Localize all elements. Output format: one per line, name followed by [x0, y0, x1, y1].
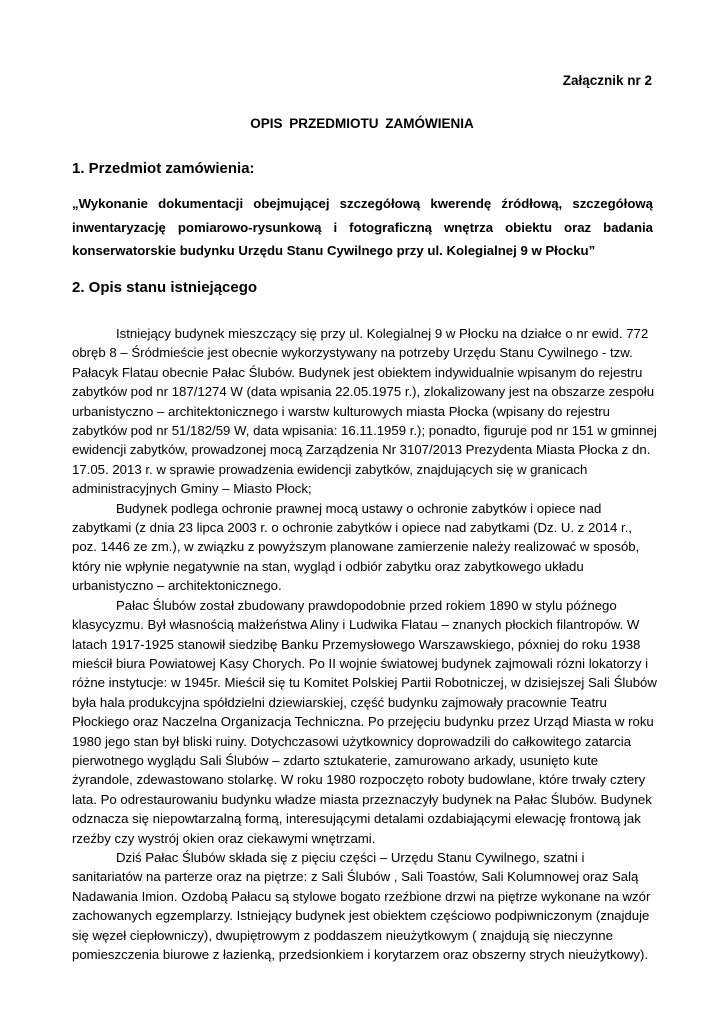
paragraph-history: Pałac Ślubów został zbudowany prawdopodobnie przed rokiem 1890 w stylu późnego klasycyzmu. Był własnością małżeństwa Aliny i Ludwika Flatau – znanych płockich filantropów. W latach 1917-1925 stanowił siedzibę Banku Przemysłowego Warszawskiego, póxniej do roku 1938 mieścił biura Powiatowej Kasy Chorych. Po II wojnie światowej budynek zajmowali rózni lokatorzy i różne instytucje: w 1945r. Mieścił się tu Komitet Polskiej Partii Robotniczej, w dzisiejszej Sali Ślubów była hala produkcyjna spółdzielni dziewiarskiej, część budynku zajmowały pracownie Teatru Płockiego oraz Naczelna Organizacja Techniczna. Po przejęciu budynku przez Urząd Miasta w roku 1980 jego stan był bliski ruiny. Dotychczasowi użytkownicy doprowadzili do całkowitego zatarcia pierwotnego wyglądu Sali Ślubów – zdarto sztukaterie, zamurowano arkady, usunięto kute żyrandole, zdewastowano stolarkę. W roku 1980 rozpoczęto roboty budowlane, które trwały cztery lata. Po odrestaurowaniu budynku władze miasta przeznaczyły budynek na Pałac Ślubów. Budynek odznacza się niepowtarzalną formą, interesującymi detalami ozdabiającymi elewację frontową jak rzeźby czy wystrój okien oraz ciekawymi wnętrzami. — [72, 597, 657, 846]
section-2-heading: 2. Opis stanu istniejącego — [72, 279, 258, 296]
paragraph-current-state: Dziś Pałac Ślubów składa się z pięciu części – Urzędu Stanu Cywilnego, szatni i sanitariatów na parterze oraz na piętrze: z Sali Ślubów , Sali Toastów, Sali Kolumnowej oraz Salą Nadawania Imion. Ozdobą Pałacu są stylowe bogato rzeźbione drzwi na piętrze wykonane na wzór zachowanych egzemplarzy. Istniejący budynek jest obiektem częściowo podpiwniczonym (znajduje się węzeł ciepłowniczy), dwupiętrowym z poddaszem nieużytkowym ( znajdują się nieczynne pomieszczenia biurowe z łazienką, przedsionkiem i korytarzem oraz obszerny strych nieużytkowy). — [72, 849, 651, 962]
order-subject: „Wykonanie dokumentacji obejmującej szczegółową kwerendę źródłową, szczegółową inwentaryzację pomiarowo-rysunkową i fotograficzną wnętrza obiektu oraz badania konserwatorskie budynku Urzędu Stanu Cywilnego przy ul. Kolegialnej 9 w Płocku” — [72, 196, 653, 258]
attachment-label: Załącznik nr 2 — [562, 73, 652, 88]
section-1-heading: 1. Przedmiot zamówienia: — [72, 160, 255, 177]
paragraph-building-location: Istniejący budynek mieszczący się przy ul. Kolegialnej 9 w Płocku na działce o nr ewid. 772 obręb 8 – Śródmieście jest obecnie wykorzystywany na potrzeby Urzędu Stanu Cywilnego - tzw. Pałacyk Flatau obecnie Pałac Ślubów. Budynek jest obiektem indywidualnie wpisanym do rejestru zabytków pod nr 187/1274 W (data wpisania 22.05.1975 r.), zlokalizowany jest na obszarze zespołu urbanistyczno – architektonicznego i warstw kulturowych miasta Płocka (wpisany do rejestru zabytków pod nr 51/182/59 W, data wpisania: 16.11.1959 r.); ponadto, figuruje pod nr 151 w gminnej ewidencji zabytków, prowadzonej mocą Zarządzenia Nr 3107/2013 Prezydenta Miasta Płocka z dn. 17.05. 2013 r. w sprawie prowadzenia ewidencji zabytków, znajdujących się w granicach administracyjnych Gminy – Miasto Płock; — [72, 326, 657, 497]
paragraph-legal-protection: Budynek podlega ochronie prawnej mocą ustawy o ochronie zabytków i opiece nad zabytkami (z dnia 23 lipca 2003 r. o ochronie zabytków i opiece nad zabytkami (Dz. U. z 2014 r., poz. 1446 ze zm.), w związku z powyższym planowane zamierzenie należy realizować w sposób, który nie wpłynie negatywnie na stan, wygląd i odbiór zabytku oraz zabytkowego układu urbanistyczno – architektonicznego. — [72, 500, 640, 594]
document-title: OPIS PRZEDMIOTU ZAMÓWIENIA — [250, 116, 474, 131]
section-2-body — [72, 324, 658, 964]
